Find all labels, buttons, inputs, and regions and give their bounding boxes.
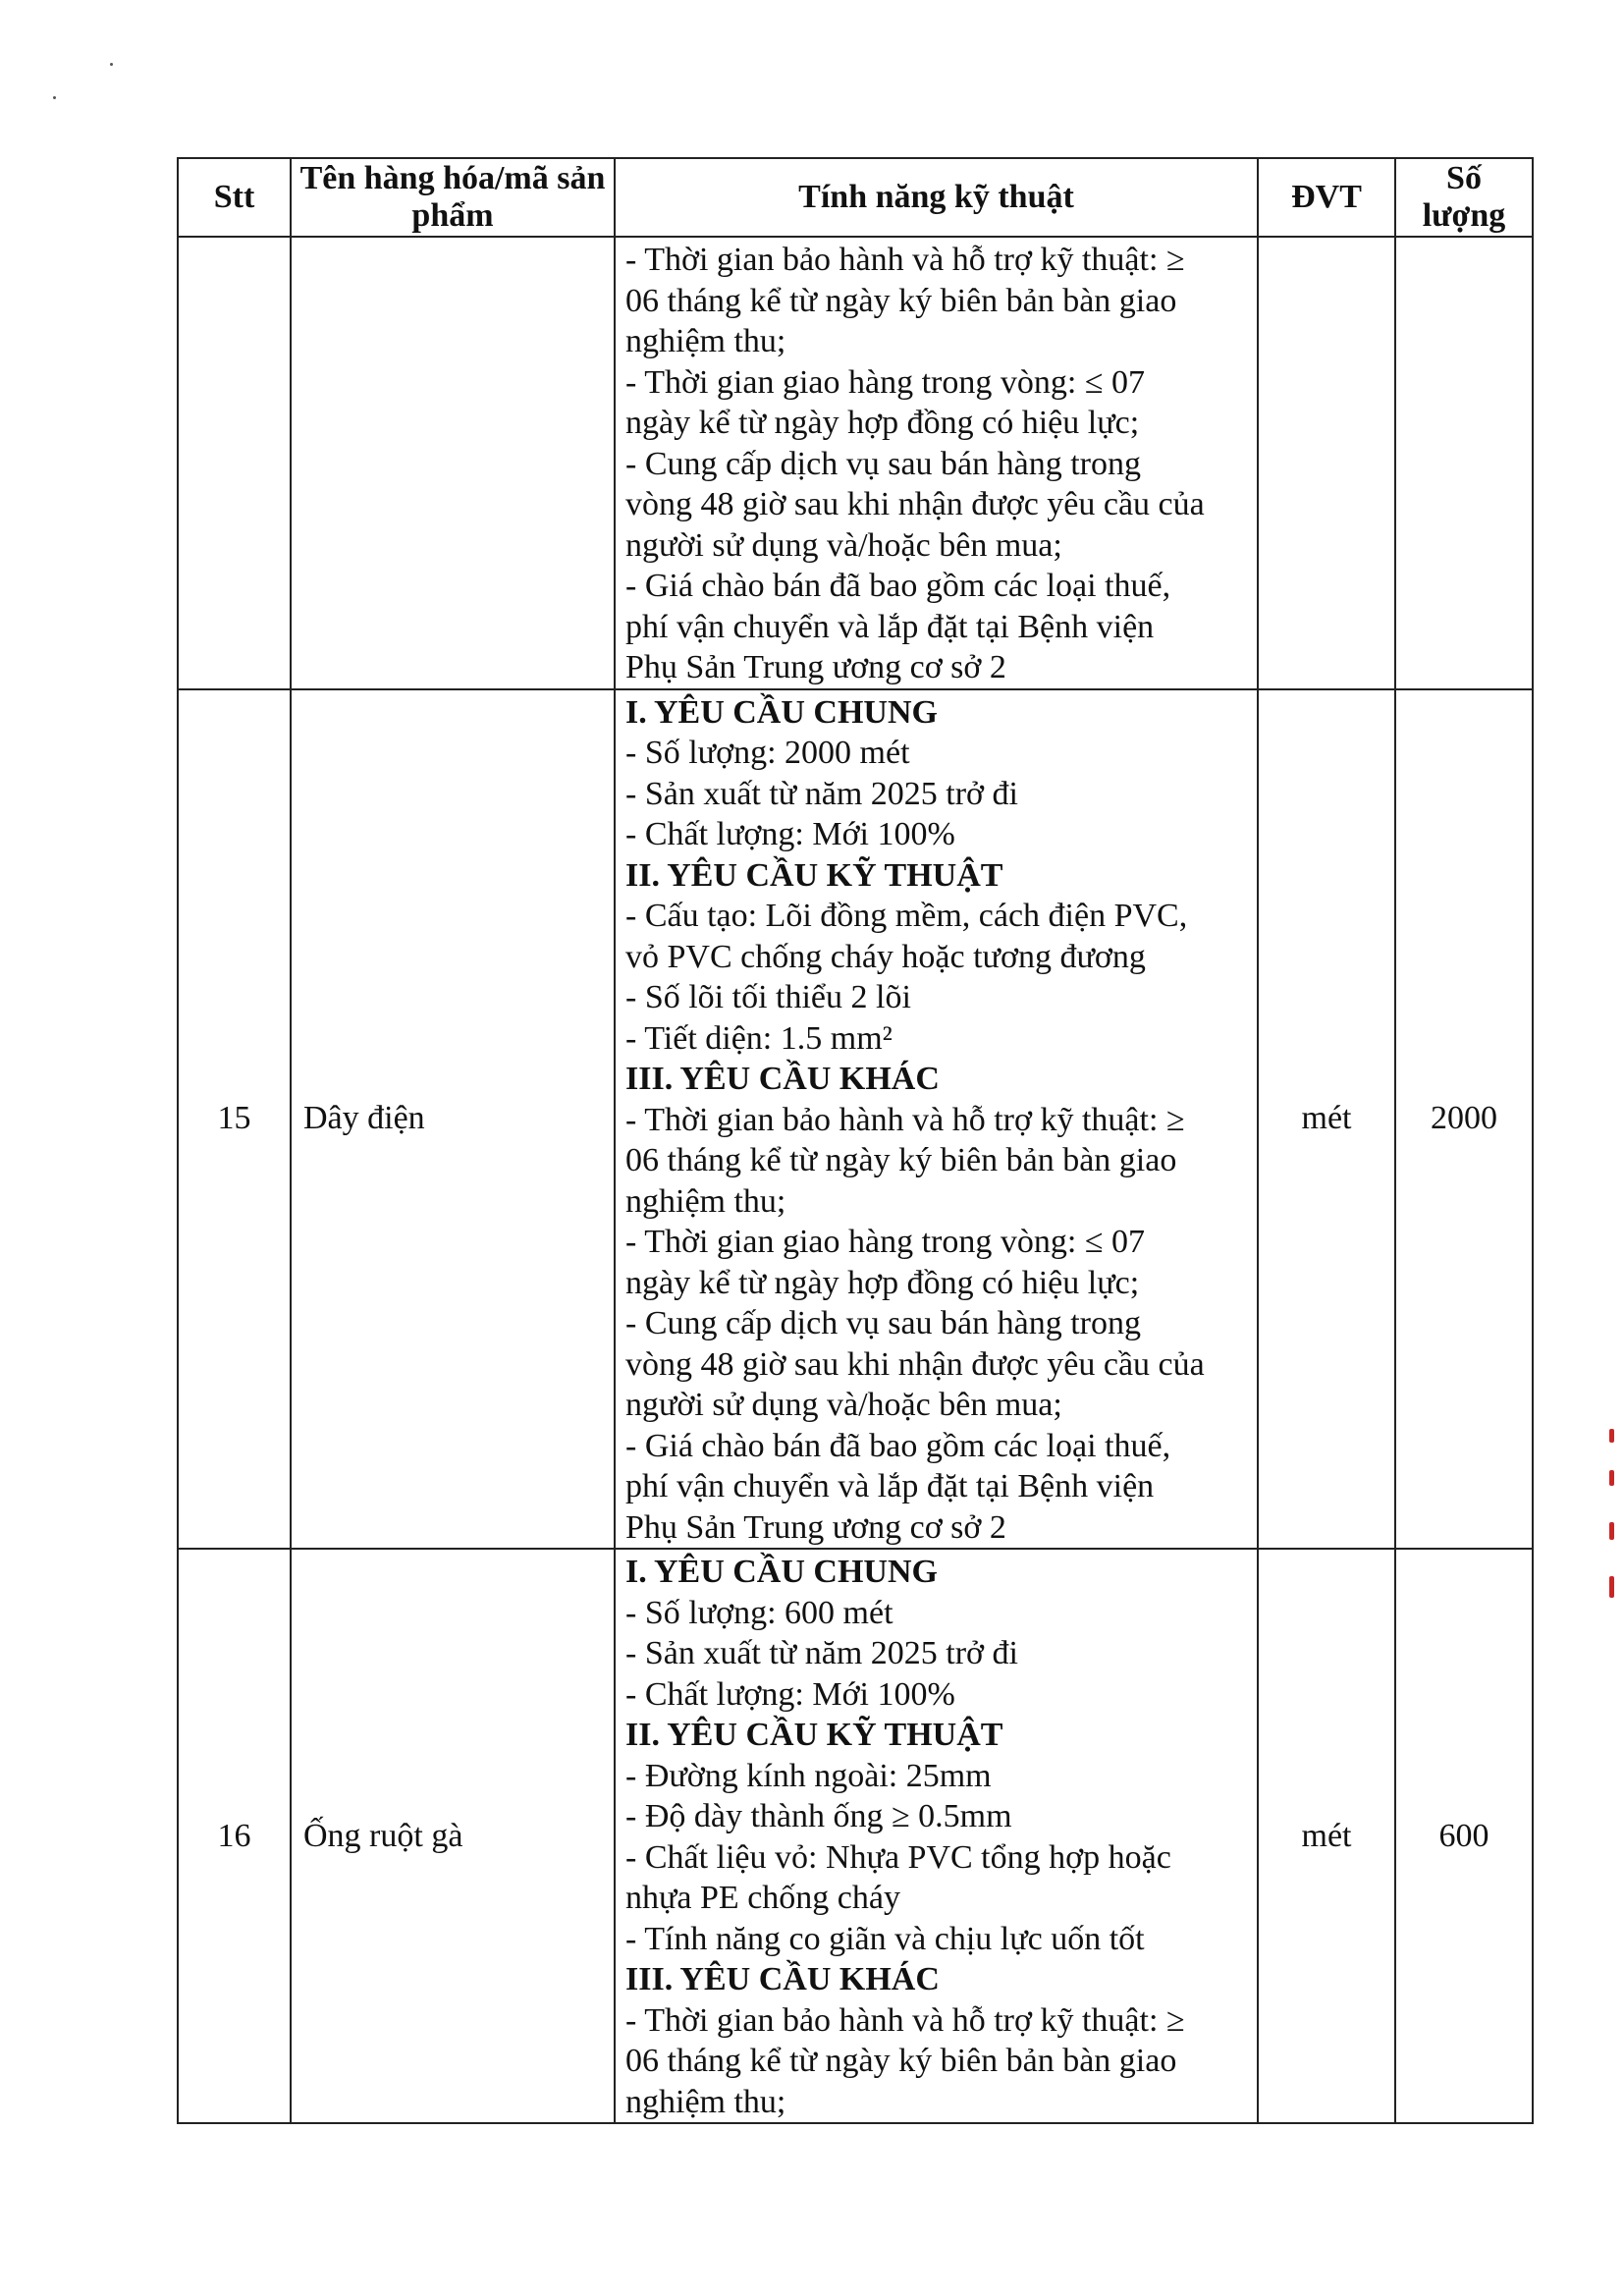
spec-section-heading: II. YÊU CẦU KỸ THUẬT [625,1717,1003,1753]
spec-line: - Số lượng: 600 mét [625,1594,893,1631]
spec-line: - Chất liệu vỏ: Nhựa PVC tổng hợp hoặc [625,1838,1171,1876]
scan-speck [53,96,56,99]
spec-line: - Giá chào bán đã bao gồm các loại thuế, [625,1427,1171,1464]
row-quantity: 600 [1395,1549,1533,2123]
header-stt: Stt [178,158,291,237]
spec-line: vỏ PVC chống cháy hoặc tương đương [625,938,1146,975]
spec-line: nghiệm thu; [625,323,786,359]
row-quantity [1395,237,1533,689]
row-product-name: Dây điện [291,689,615,1550]
row-technical-features [615,1549,1258,2123]
spec-line: - Cung cấp dịch vụ sau bán hàng trong [625,1305,1141,1341]
row-technical-features [615,689,1258,1550]
header-quantity: Số lượng [1395,158,1533,237]
spec-line: - Cấu tạo: Lõi đồng mềm, cách điện PVC, [625,898,1188,934]
spec-line: - Độ dày thành ống ≥ 0.5mm [625,1798,1012,1834]
header-product-name: Tên hàng hóa/mã sản phẩm [291,158,615,237]
spec-line: nghiệm thu; [625,1182,786,1220]
spec-line: - Đường kính ngoài: 25mm [625,1757,992,1794]
spec-line: - Giá chào bán đã bao gồm các loại thuế, [625,568,1171,604]
spec-line: - Số lõi tối thiểu 2 lõi [625,979,911,1015]
spec-section-heading: I. YÊU CẦU CHUNG [625,1554,938,1590]
spec-line: Phụ Sản Trung ương cơ sở 2 [625,649,1006,685]
spec-line: - Chất lượng: Mới 100% [625,816,955,852]
spec-section-heading: II. YÊU CẦU KỸ THUẬT [625,856,1003,894]
spec-line: 06 tháng kể từ ngày ký biên bản bàn giao [625,2043,1177,2079]
header-unit: ĐVT [1258,158,1395,237]
spec-line: - Tính năng co giãn và chịu lực uốn tốt [625,1920,1145,1957]
spec-line: - Thời gian giao hàng trong vòng: ≤ 07 [625,1224,1145,1260]
spec-line: - Sản xuất từ năm 2025 trở đi [625,775,1018,812]
spec-line: nhựa PE chống cháy [625,1880,900,1916]
spec-line: - Thời gian bảo hành và hỗ trợ kỹ thuật: ≥ [625,242,1185,278]
row-technical-features [615,237,1258,689]
table-row [178,237,1533,689]
technical-spec-table [177,157,1534,2124]
spec-line: người sử dụng và/hoặc bên mua; [625,526,1062,564]
row-unit [1258,237,1395,689]
spec-line: - Thời gian giao hàng trong vòng: ≤ 07 [625,363,1145,401]
row-product-name [291,237,615,689]
spec-line: - Thời gian bảo hành và hỗ trợ kỹ thuật: ≥ [625,2001,1185,2039]
row-unit: mét [1258,689,1395,1550]
header-technical-features: Tính năng kỹ thuật [615,158,1258,237]
table-row [178,689,1533,1550]
spec-section-heading: III. YÊU CẦU KHÁC [625,1961,940,1997]
spec-line: người sử dụng và/hoặc bên mua; [625,1387,1062,1423]
spec-line: - Cung cấp dịch vụ sau bán hàng trong [625,445,1141,482]
table-header-row [178,158,1533,237]
spec-line: Phụ Sản Trung ương cơ sở 2 [625,1508,1006,1546]
spec-line: - Thời gian bảo hành và hỗ trợ kỹ thuật: ≥ [625,1101,1185,1138]
margin-stamp-marks [1606,1429,1618,1606]
spec-section-heading: III. YÊU CẦU KHÁC [625,1061,940,1097]
spec-line: 06 tháng kể từ ngày ký biên bản bàn giao [625,1142,1177,1178]
row-stt: 15 [178,689,291,1550]
spec-line: - Sản xuất từ năm 2025 trở đi [625,1635,1018,1671]
spec-line: ngày kể từ ngày hợp đồng có hiệu lực; [625,405,1140,441]
spec-line: ngày kể từ ngày hợp đồng có hiệu lực; [625,1264,1140,1301]
spec-section-heading: I. YÊU CẦU CHUNG [625,693,938,731]
row-product-name: Ống ruột gà [291,1549,615,2123]
spec-line: 06 tháng kể từ ngày ký biên bản bàn giao [625,282,1177,319]
spec-line: vòng 48 giờ sau khi nhận được yêu cầu của [625,486,1205,522]
row-stt [178,237,291,689]
row-stt: 16 [178,1549,291,2123]
spec-line: nghiệm thu; [625,2083,786,2120]
spec-line: phí vận chuyển và lắp đặt tại Bệnh viện [625,1468,1155,1504]
scan-speck [110,63,113,66]
spec-line: phí vận chuyển và lắp đặt tại Bệnh viện [625,608,1155,645]
spec-line: - Tiết diện: 1.5 mm² [625,1019,893,1057]
row-quantity: 2000 [1395,689,1533,1550]
table-row [178,1549,1533,2123]
spec-line: - Số lượng: 2000 mét [625,735,910,771]
spec-line: vòng 48 giờ sau khi nhận được yêu cầu của [625,1345,1205,1383]
spec-line: - Chất lượng: Mới 100% [625,1675,955,1713]
row-unit: mét [1258,1549,1395,2123]
